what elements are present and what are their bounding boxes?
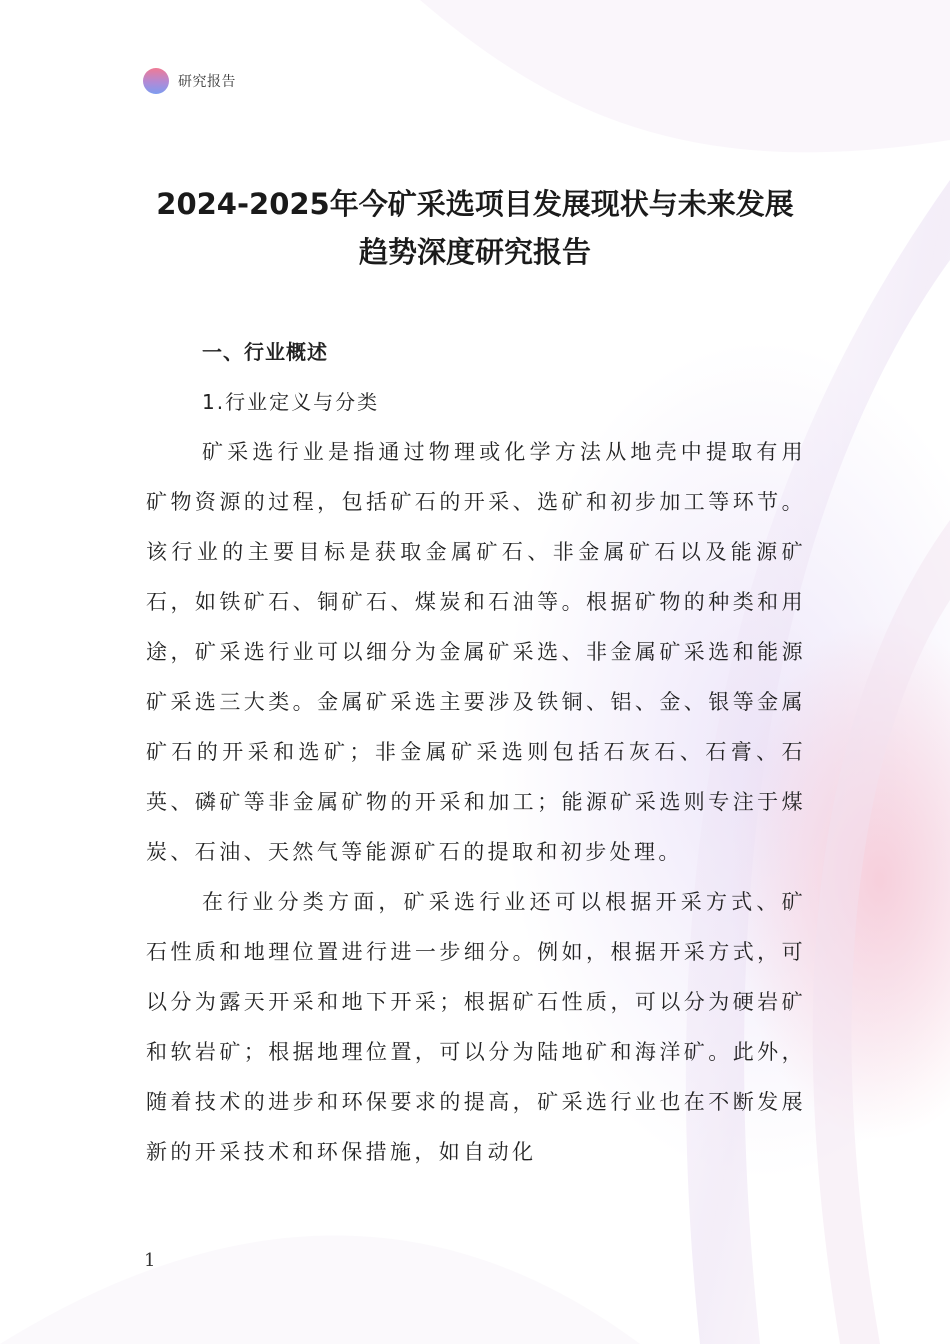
document-title [140,180,810,276]
report-logo-icon [143,68,169,94]
page-header [143,67,236,95]
paragraph-2: 在行业分类方面，矿采选行业还可以根据开采方式、矿石性质和地理位置进行进一步细分。例如，根据开采方式，可以分为露天开采和地下开采；根据矿石性质，可以分为硬岩矿和软岩矿；根据地理位置，可以分为陆地矿和海洋矿。此外，随着技术的进步和环保要求的提高，矿采选行业也在不断发展新的开采技术和环保措施，如自动化 [146,890,806,1164]
title-line-2: 趋势深度研究报告 [358,235,591,269]
title-line-1: 2024-2025年今矿采选项目发展现状与未来发展 [156,187,794,221]
section-heading: 一、行业概述 [202,340,328,364]
page-number: 1 [144,1250,156,1271]
header-label: 研究报告 [178,74,236,90]
subsection-heading: 1.行业定义与分类 [202,390,380,414]
paragraph-1: 矿采选行业是指通过物理或化学方法从地壳中提取有用矿物资源的过程，包括矿石的开采、选矿和初步加工等环节。该行业的主要目标是获取金属矿石、非金属矿石以及能源矿石，如铁矿石、铜矿石、煤炭和石油等。根据矿物的种类和用途，矿采选行业可以细分为金属矿采选、非金属矿采选和能源矿采选三大类。金属矿采选主要涉及铁铜、铝、金、银等金属矿石的开采和选矿；非金属矿采选则包括石灰石、石膏、石英、磷矿等非金属矿物的开采和加工；能源矿采选则专注于煤炭、石油、天然气等能源矿石的提取和初步处理。 [146,440,806,864]
document-body [146,327,806,1177]
